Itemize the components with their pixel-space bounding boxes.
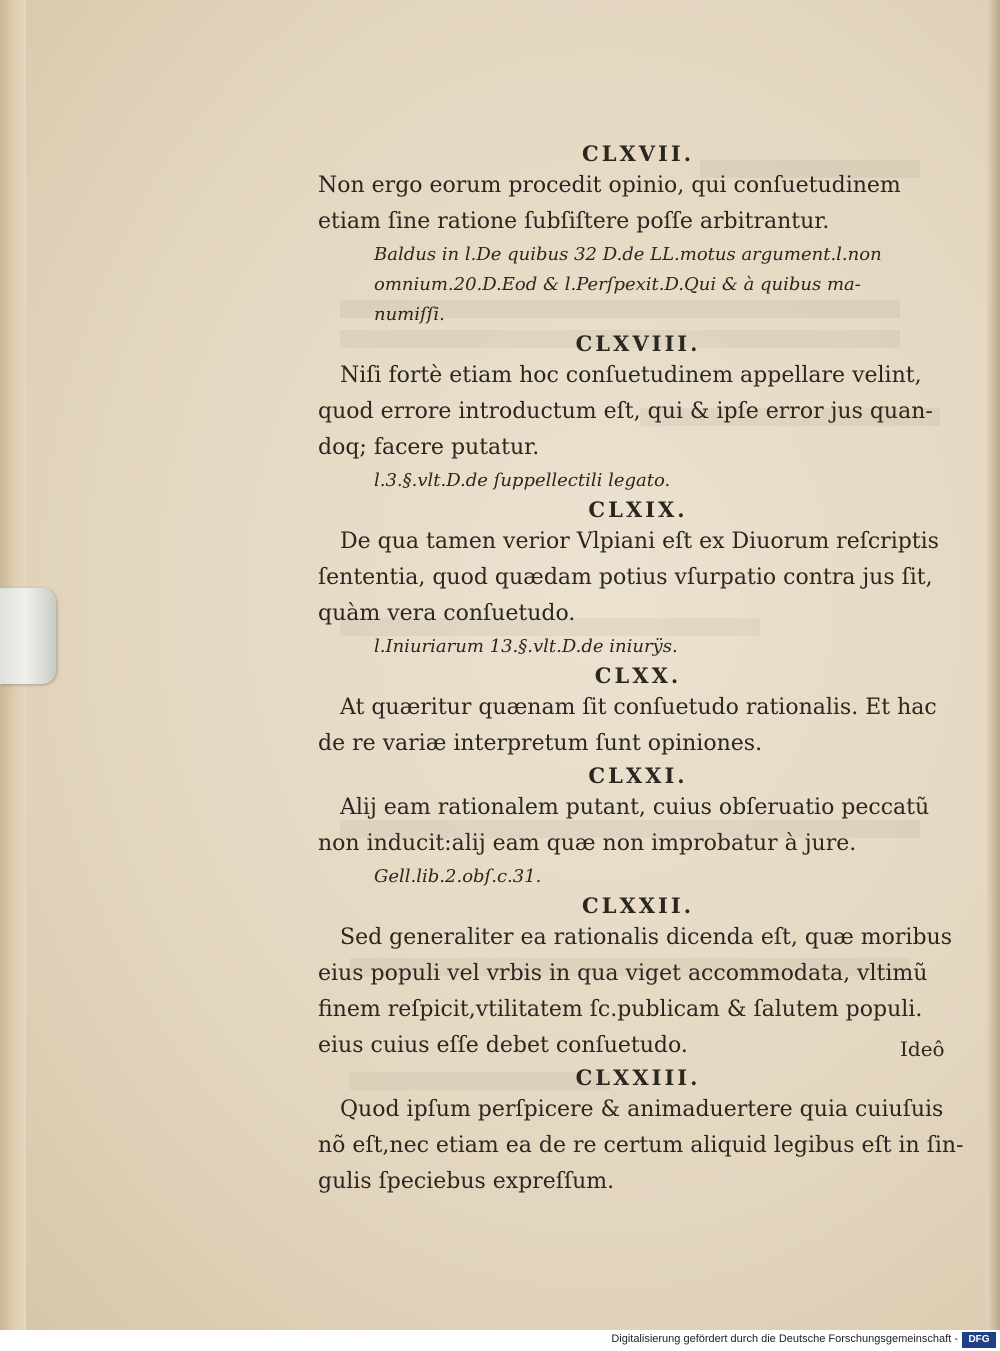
section-number: CLXIX. bbox=[588, 497, 688, 522]
citation-line: numiſſi. bbox=[374, 304, 445, 325]
citation bbox=[318, 466, 958, 496]
body-line: De qua tamen verior Vlpiani eſt ex Diuorum reſcriptis bbox=[340, 529, 939, 554]
section-number: CLXXI. bbox=[588, 763, 688, 788]
section-number: CLXX. bbox=[594, 663, 682, 688]
body-line: At quæritur quænam ſit conſuetudo rationalis. Et hac bbox=[340, 695, 937, 720]
body-line: de re variæ interpretum ſunt opiniones. bbox=[318, 731, 763, 756]
dfg-logo-icon: DFG bbox=[962, 1332, 996, 1348]
body-line: eius cuius eſſe debet conſuetudo. bbox=[318, 1033, 688, 1058]
body-line: finem reſpicit,vtilitatem ſc.publicam & ſalutem populi. bbox=[318, 997, 923, 1022]
body-line: Non ergo eorum procedit opinio, qui conſuetudinem bbox=[318, 173, 901, 198]
page-right-edge bbox=[986, 0, 1000, 1330]
body-line: doq; facere putatur. bbox=[318, 435, 540, 460]
citation-line: Baldus in l.De quibus 32 D.de LL.motus argument.l.non bbox=[374, 244, 882, 265]
citation bbox=[318, 632, 958, 662]
section-number: CLXXIII. bbox=[575, 1065, 701, 1090]
digitization-footer bbox=[0, 1330, 1000, 1351]
body-line: gulis ſpeciebus expreſſum. bbox=[318, 1169, 615, 1194]
citation bbox=[318, 240, 958, 330]
citation-line: Gell.lib.2.obſ.c.31. bbox=[374, 866, 542, 887]
section-body bbox=[318, 358, 958, 466]
paper-clip bbox=[0, 588, 56, 684]
body-line: non inducit:alij eam quæ non improbatur à jure. bbox=[318, 831, 857, 856]
body-line: Alij eam rationalem putant, cuius obſeruatio peccatũ bbox=[340, 795, 930, 820]
section-body bbox=[318, 920, 958, 1064]
body-line: Sed generaliter ea rationalis dicenda eſt, quæ moribus bbox=[340, 925, 952, 950]
funding-credit: Digitalisierung gefördert durch die Deutsche Forschungsgemeinschaft - bbox=[611, 1333, 958, 1345]
section-body bbox=[318, 690, 958, 762]
body-line: eius populi vel vrbis in qua viget accommodata, vltimũ bbox=[318, 961, 928, 986]
body-line: quàm vera conſuetudo. bbox=[318, 601, 576, 626]
section-body bbox=[318, 524, 958, 632]
citation-line: omnium.20.D.Eod & l.Perſpexit.D.Qui & à quibus ma- bbox=[374, 274, 861, 295]
citation-line: l.Iniuriarum 13.§.vlt.D.de iniurÿs. bbox=[374, 636, 678, 657]
section-body bbox=[318, 168, 958, 240]
citation bbox=[318, 862, 958, 892]
text-block bbox=[318, 140, 964, 1200]
catchword: Ideô bbox=[900, 1037, 945, 1061]
body-line: quod errore introductum eſt, qui & ipſe error jus quan- bbox=[318, 399, 933, 424]
citation-line: l.3.§.vlt.D.de ſuppellectili legato. bbox=[374, 470, 671, 491]
section-number: CLXVII. bbox=[581, 141, 695, 166]
section-body bbox=[318, 790, 958, 862]
body-line: Quod ipſum perſpicere & animaduertere quia cuiuſuis bbox=[340, 1097, 944, 1122]
body-line: ſententia, quod quædam potius vſurpatio contra jus ſit, bbox=[318, 565, 933, 590]
body-line: etiam ſine ratione ſubſiſtere poſſe arbitrantur. bbox=[318, 209, 830, 234]
section-number: CLXVIII. bbox=[575, 331, 701, 356]
body-line: Niſi fortè etiam hoc conſuetudinem appellare velint, bbox=[340, 363, 922, 388]
section-body bbox=[318, 1092, 964, 1200]
section-number: CLXXII. bbox=[581, 893, 695, 918]
body-line: nõ eſt,nec etiam ea de re certum aliquid legibus eſt in ſin- bbox=[318, 1133, 964, 1158]
